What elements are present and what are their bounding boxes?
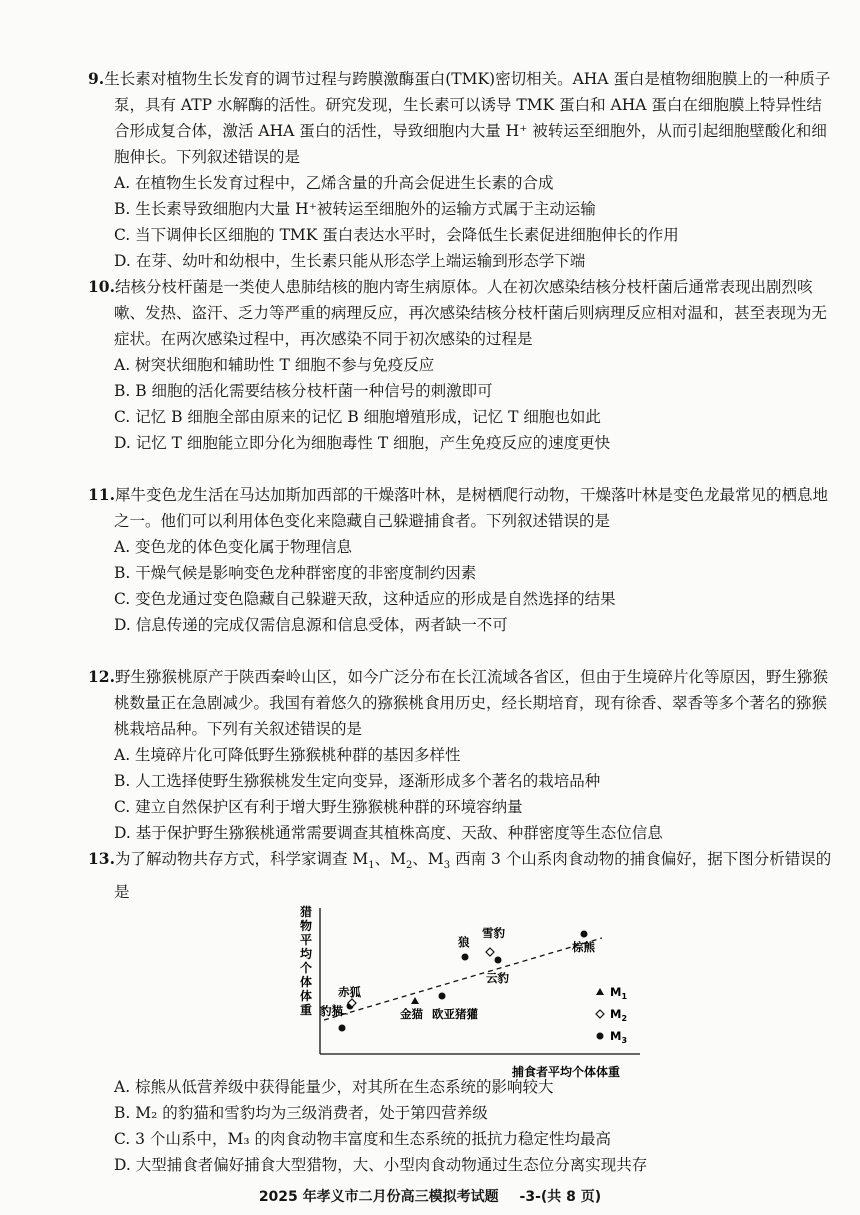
- exam-title: 2025 年孝义市二月份高三模拟考试题: [258, 1189, 499, 1205]
- page-number: -3-(共 8 页): [519, 1189, 602, 1205]
- figure-svg: [280, 902, 650, 1082]
- option-b[interactable]: B. 人工选择使野生猕猴桃发生定向变异，逐渐形成多个著名的栽培品种: [114, 772, 601, 790]
- label-clouded-leopard: 云豹: [486, 971, 509, 985]
- option-b[interactable]: B. B 细胞的活化需要结核分枝杆菌一种信号的刺激即可: [114, 382, 493, 400]
- m3-marker-leopard-cat: [339, 1025, 346, 1032]
- option-a[interactable]: A. 变色龙的体色变化属于物理信息: [114, 538, 353, 556]
- question-text: 犀牛变色龙生活在马达加斯加西部的干燥落叶林，是树栖爬行动物，干燥落叶林是变色龙最常见的栖息地之一。他们可以利用体色变化来隐藏自己躲避捕食者。下列叙述错误的是: [114, 486, 828, 530]
- legend-m-sub: 3: [621, 1036, 628, 1045]
- option-d[interactable]: D. 基于保护野生猕猴桃通常需要调查其植株高度、天敌、种群密度等生态位信息: [114, 824, 663, 842]
- option-a[interactable]: A. 在植物生长发育过程中，乙烯含量的升高会促进生长素的合成: [114, 174, 554, 192]
- x-axis-label: 捕食者平均个体体重: [511, 1065, 620, 1079]
- legend-m3-label: [610, 1029, 627, 1045]
- question-stem: [88, 274, 833, 352]
- option-c[interactable]: C. 当下调伸长区细胞的 TMK 蛋白表达水平时，会降低生长素促进细胞伸长的作用: [114, 226, 679, 244]
- label-snow-leopard: 雪豹: [482, 926, 505, 940]
- question-11: [88, 482, 833, 638]
- legend-m1-symbol: [596, 988, 604, 995]
- question-stem: [88, 482, 833, 534]
- question-text-part: 为了解动物共存方式，科学家调查 M: [114, 850, 369, 868]
- option-b[interactable]: B. 干燥气候是影响变色龙种群密度的非密度制约因素: [114, 564, 477, 582]
- y-axis-label-char: 均: [300, 947, 313, 961]
- option-d[interactable]: D. 信息传递的完成仅需信息源和信息受体，两者缺一不可: [114, 616, 508, 634]
- legend-m-text: M: [610, 985, 622, 999]
- legend-m1-label: [610, 985, 627, 1001]
- question-number: 10.: [88, 277, 115, 296]
- m2-marker-snow-leopard: [486, 948, 494, 956]
- y-axis-label-char: 个: [300, 961, 313, 975]
- y-axis-label-char: 平: [300, 933, 313, 947]
- option-b[interactable]: B. M₂ 的豹猫和雪豹均为三级消费者，处于第四营养级: [114, 1104, 488, 1122]
- legend-m-sub: 1: [621, 992, 628, 1001]
- option-b[interactable]: B. 生长素导致细胞内大量 H⁺被转运至细胞外的运输方式属于主动运输: [114, 200, 596, 218]
- question-text-part: 西南 3 个山系肉食动物的捕食偏好，据下图分析错误的是: [114, 850, 832, 902]
- legend: [596, 985, 627, 1045]
- legend-m2-label: [610, 1007, 627, 1023]
- option-d[interactable]: D. 大型捕食者偏好捕食大型猎物，大、小型肉食动物通过生态位分离实现共存: [114, 1156, 648, 1174]
- y-axis-label-char: 重: [300, 1003, 313, 1017]
- predation-figure: [280, 902, 650, 1082]
- y-axis-label-char: 体: [300, 975, 313, 989]
- question-text: 生长素对植物生长发育的调节过程与跨膜激酶蛋白(TMK)密切相关。AHA 蛋白是植物细胞膜上的一种质子泵，具有 ATP 水解酶的活性。研究发现，生长素可以诱导 TMK 蛋白和 AHA 蛋白在细胞膜上特异性结合形成复合体，激活 AHA 蛋白的活性，导致细胞内大量 H⁺ 被转运至细胞外，从而引起细胞壁酸化和细胞伸长。下列叙述错误的是: [104, 70, 831, 166]
- label-brown-bear: 棕熊: [572, 940, 595, 954]
- question-stem: [88, 66, 833, 170]
- question-9: [88, 66, 833, 274]
- subscript: 1: [368, 860, 375, 872]
- question-text: 结核分枝杆菌是一类使人患肺结核的胞内寄生病原体。人在初次感染结核分枝杆菌后通常表现出剧烈咳嗽、发热、盗汗、乏力等严重的病理反应，再次感染结核分枝杆菌后则病理反应相对温和，甚至表现为无症状。在两次感染过程中，再次感染不同于初次感染的过程是: [114, 278, 828, 348]
- question-number: 9.: [88, 69, 105, 88]
- option-c[interactable]: C. 变色龙通过变色隐藏自己躲避天敌，这种适应的形成是自然选择的结果: [114, 590, 616, 608]
- legend-m-sub: 2: [621, 1014, 628, 1023]
- option-d[interactable]: D. 在芽、幼叶和幼根中，生长素只能从形态学上端运输到形态学下端: [114, 252, 586, 270]
- label-leopard-cat: 豹猫: [320, 1004, 343, 1018]
- question-13: [88, 846, 833, 905]
- question-stem: [88, 664, 833, 742]
- y-axis-label: [299, 904, 313, 1017]
- option-a[interactable]: A. 树突状细胞和辅助性 T 细胞不参与免疫反应: [114, 356, 435, 374]
- legend-m-text: M: [610, 1029, 622, 1043]
- question-stem: [88, 846, 833, 905]
- option-a[interactable]: A. 生境碎片化可降低野生猕猴桃种群的基因多样性: [114, 746, 461, 764]
- legend-m-text: M: [610, 1007, 622, 1021]
- subscript: 3: [443, 860, 451, 872]
- label-wolf: 狼: [458, 935, 470, 949]
- option-c[interactable]: C. 记忆 B 细胞全部由原来的记忆 B 细胞增殖形成，记忆 T 细胞也如此: [114, 408, 601, 426]
- label-red-fox: 赤狐: [338, 985, 361, 999]
- y-axis-label-char: 体: [300, 989, 313, 1003]
- option-a[interactable]: A. 棕熊从低营养级中获得能量少，对其所在生态系统的影响较大: [114, 1078, 554, 1096]
- question-13-options: [88, 1074, 833, 1178]
- question-number: 13.: [88, 849, 115, 868]
- m3-marker-clouded-leopard: [495, 957, 502, 964]
- legend-m3-symbol: [597, 1033, 604, 1040]
- question-12: [88, 664, 833, 846]
- question-number: 12.: [88, 667, 115, 686]
- question-text-part: 、M: [374, 850, 407, 868]
- m3-marker-badger: [439, 993, 446, 1000]
- m3-marker-brown-bear: [581, 931, 588, 938]
- subscript: 2: [406, 860, 413, 872]
- y-axis-label-char: 物: [300, 919, 313, 933]
- page-footer: [0, 1186, 860, 1206]
- option-c[interactable]: C. 3 个山系中，M₃ 的肉食动物丰富度和生态系统的抵抗力稳定性均最高: [114, 1130, 611, 1148]
- m3-marker-wolf: [462, 954, 469, 961]
- label-badger: 欧亚猪獾: [432, 1007, 478, 1021]
- question-number: 11.: [88, 485, 115, 504]
- legend-m2-symbol: [596, 1010, 604, 1018]
- option-d[interactable]: D. 记忆 T 细胞能立即分化为细胞毒性 T 细胞，产生免疫反应的速度更快: [114, 434, 611, 452]
- question-10: [88, 274, 833, 456]
- question-text: 野生猕猴桃原产于陕西秦岭山区，如今广泛分布在长江流域各省区，但由于生境碎片化等原因，野生猕猴桃数量正在急剧减少。我国有着悠久的猕猴桃食用历史，经长期培育，现有徐香、翠香等多个著名的猕猴桃栽培品种。下列有关叙述错误的是: [114, 668, 828, 738]
- m1-marker-golden-cat: [411, 997, 419, 1004]
- question-text-part: 、M: [412, 850, 444, 868]
- y-axis-label-char: 猎: [300, 905, 313, 919]
- label-golden-cat: 金猫: [400, 1007, 423, 1021]
- option-c[interactable]: C. 建立自然保护区有利于增大野生猕猴桃种群的环境容纳量: [114, 798, 523, 816]
